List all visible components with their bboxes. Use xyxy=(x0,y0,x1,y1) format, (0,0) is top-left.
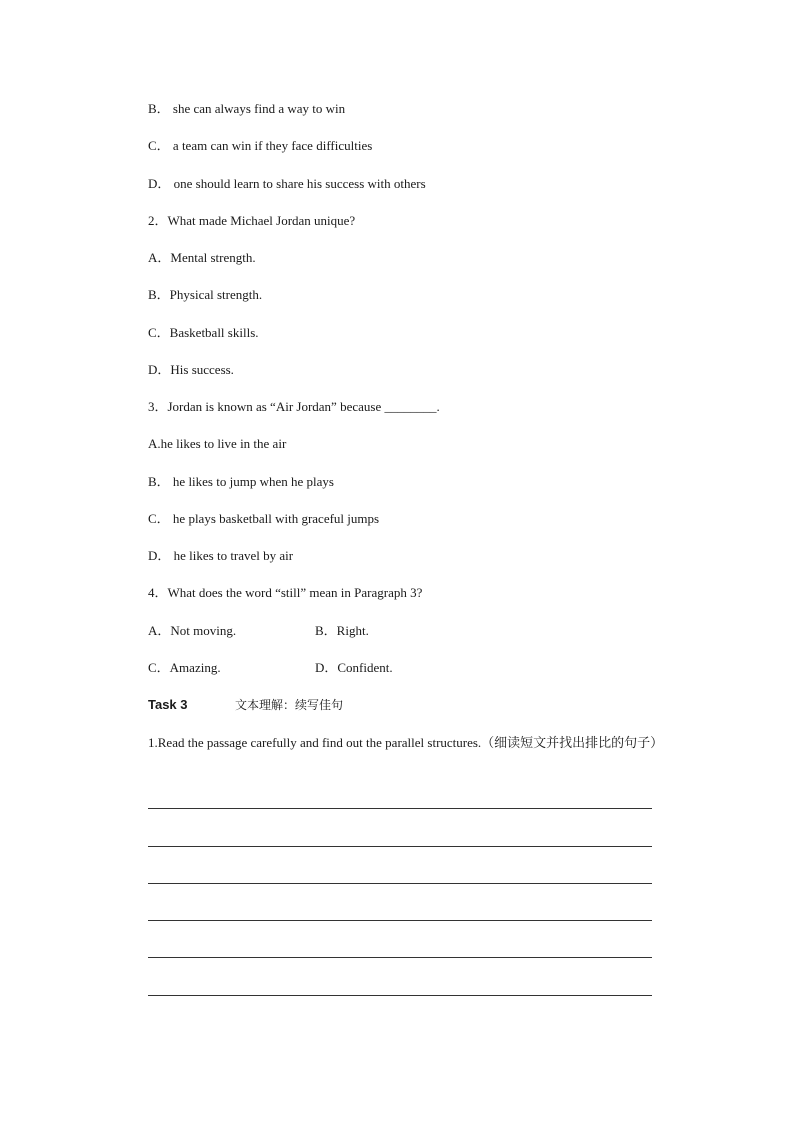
q2-option-a: A．Mental strength. xyxy=(148,250,256,265)
question-3: 3．Jordan is known as “Air Jordan” because ________. xyxy=(148,399,440,414)
answer-line[interactable] xyxy=(148,995,652,996)
q2-option-b: B．Physical strength. xyxy=(148,287,263,302)
q3-option-b: B． he likes to jump when he plays xyxy=(148,474,334,489)
question-4: 4．What does the word “still” mean in Paragraph 3? xyxy=(148,585,423,600)
q2-option-d: D．His success. xyxy=(148,362,234,377)
q4-option-d: D．Confident. xyxy=(315,660,393,675)
answer-line[interactable] xyxy=(148,808,652,809)
answer-line[interactable] xyxy=(148,846,652,847)
q3-option-a: A.he likes to live in the air xyxy=(148,436,287,451)
q2-option-c: C．Basketball skills. xyxy=(148,325,259,340)
question-2: 2．What made Michael Jordan unique? xyxy=(148,213,356,228)
answer-line[interactable] xyxy=(148,883,652,884)
q4-option-b: B．Right. xyxy=(315,623,369,638)
q4-option-c: C．Amazing. xyxy=(148,660,221,675)
q1-option-c: C． a team can win if they face difficulties xyxy=(148,138,373,153)
task-description: 文本理解：续写佳句 xyxy=(235,698,344,712)
task-title: Task 3 xyxy=(148,697,188,712)
answer-line[interactable] xyxy=(148,957,652,958)
q3-option-c: C． he plays basketball with graceful jumps xyxy=(148,511,380,526)
task-instruction: 1.Read the passage carefully and find out the parallel structures.（细读短文并找出排比的句子） xyxy=(148,735,664,750)
q1-option-b: B． she can always find a way to win xyxy=(148,101,346,116)
answer-line[interactable] xyxy=(148,920,652,921)
q1-option-d: D． one should learn to share his success with others xyxy=(148,176,426,191)
q4-option-a: A．Not moving. xyxy=(148,623,237,638)
q3-option-d: D． he likes to travel by air xyxy=(148,548,294,563)
